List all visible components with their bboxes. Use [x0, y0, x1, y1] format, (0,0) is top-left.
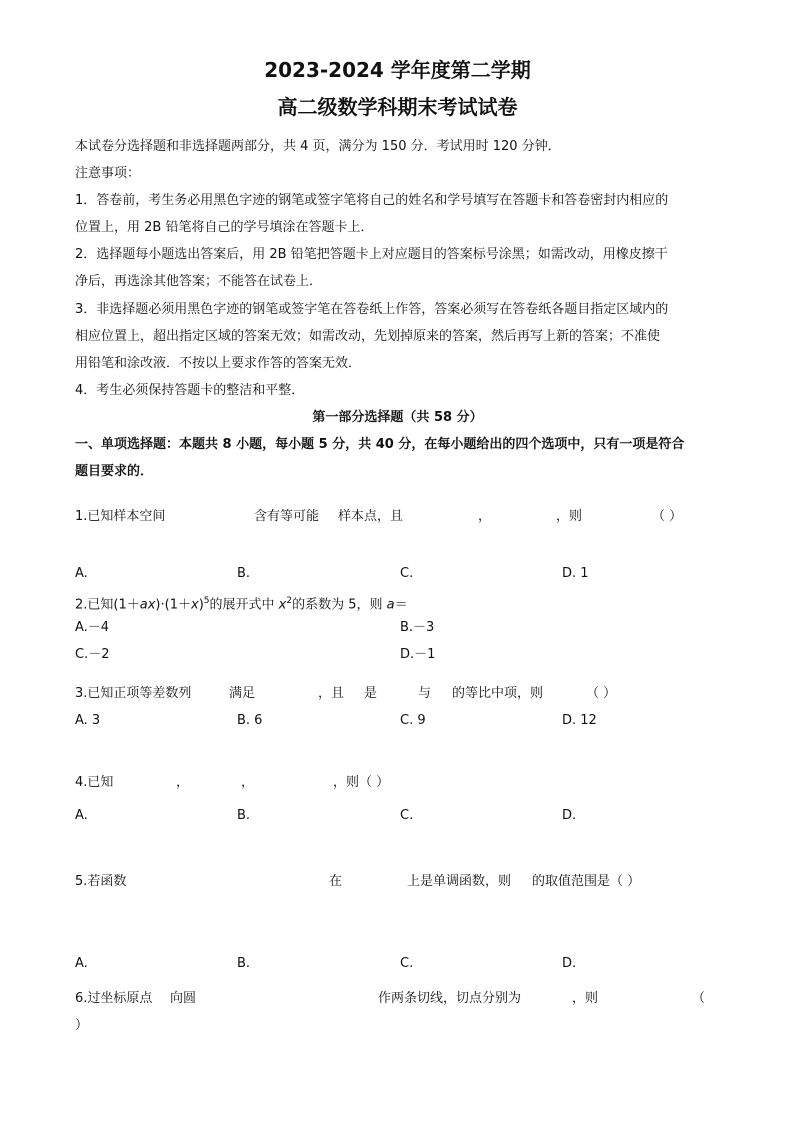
q5-stem-1: 5.若函数: [75, 874, 127, 889]
q6-stem-3: 作两条切线，切点分别为: [378, 991, 522, 1006]
exam-title-term: 2023-2024 学年度第二学期: [264, 58, 531, 82]
q1-option-a: A.: [75, 566, 88, 581]
q6-stem-4: ，则: [572, 991, 599, 1006]
q1-stem-5: ，则: [556, 509, 583, 524]
q4-stem-1: 4.已知: [75, 775, 114, 790]
q1-stem-2: 含有等可能: [254, 509, 320, 524]
q5-stem-2: 在: [329, 874, 343, 889]
part1-instructions-b: 题目要求的．: [75, 464, 154, 479]
q1-option-b: B.: [237, 566, 251, 581]
q4-option-d: D.: [562, 808, 577, 823]
note-3a: 3．非选择题必须用黑色字迹的钢笔或签字笔在答卷纸上作答，答案必须写在答卷纸各题目指定区域内的: [75, 302, 669, 317]
q1-stem-3: 样本点，且: [338, 509, 404, 524]
q3-answer-paren: （ ）: [586, 686, 617, 701]
intro-line: 本试卷分选择题和非选择题两部分，共 4 页，满分为 150 分．考试用时 120 分钟．: [75, 139, 561, 154]
q6-paren-close: ）: [75, 1018, 89, 1033]
q4-option-a: A.: [75, 808, 88, 823]
q6-stem-2: 向圆: [170, 991, 197, 1006]
note-2a: 2．选择题每小题选出答案后，用 2B 铅笔把答题卡上对应题目的答案标号涂黑；如需改动，用橡皮擦干: [75, 247, 668, 262]
note-3c: 用铅笔和涂改液．不按以上要求作答的答案无效．: [75, 356, 362, 371]
q2-option-a: A.－4: [75, 620, 110, 635]
q2-option-d: D.－1: [400, 647, 436, 662]
q3-option-a: A. 3: [75, 713, 101, 728]
notes-heading: 注意事项：: [75, 166, 141, 181]
q4-option-b: B.: [237, 808, 251, 823]
q4-stem-3: ，: [241, 775, 255, 790]
q2-option-c: C.－2: [75, 647, 110, 662]
q5-option-d: D.: [562, 956, 577, 971]
q1-stem-4: ，: [478, 509, 492, 524]
q3-stem-6: 的等比中项，则: [452, 686, 544, 701]
q1-answer-paren: （ ）: [652, 509, 683, 524]
part1-heading: 第一部分选择题（共 58 分）: [312, 410, 483, 425]
q5-stem-4: 的取值范围是（ ）: [532, 874, 641, 889]
exam-title-subject: 高二级数学科期末考试试卷: [277, 95, 518, 119]
q4-stem-4: ，则（ ）: [333, 775, 390, 790]
q3-stem-3: ，且: [318, 686, 345, 701]
q1-stem-1: 1.已知样本空间: [75, 509, 166, 524]
q3-stem-5: 与: [418, 686, 432, 701]
q6-paren-open: （: [692, 991, 706, 1006]
q3-option-b: B. 6: [237, 713, 263, 728]
note-1a: 1．答卷前，考生务必用黑色字迹的钢笔或签字笔将自己的姓名和学号填写在答题卡和答卷密封内相应的: [75, 193, 669, 208]
q1-option-d: D. 1: [562, 566, 589, 581]
q5-stem-3: 上是单调函数，则: [407, 874, 512, 889]
note-1b: 位置上，用 2B 铅笔将自己的学号填涂在答题卡上．: [75, 220, 374, 235]
q6-stem-1: 6.过坐标原点: [75, 991, 153, 1006]
q3-option-d: D. 12: [562, 713, 597, 728]
note-4: 4．考生必须保持答题卡的整洁和平整．: [75, 383, 305, 398]
q3-stem-1: 3.已知正项等差数列: [75, 686, 192, 701]
q1-option-c: C.: [400, 566, 414, 581]
q4-option-c: C.: [400, 808, 414, 823]
q4-stem-2: ，: [176, 775, 190, 790]
q2-option-b: B.－3: [400, 620, 435, 635]
q5-option-c: C.: [400, 956, 414, 971]
note-3b: 相应位置上，超出指定区域的答案无效；如需改动，先划掉原来的答案，然后再写上新的答案；不准使: [75, 329, 661, 344]
q5-option-a: A.: [75, 956, 88, 971]
q3-stem-2: 满足: [229, 686, 256, 701]
part1-instructions-a: 一、单项选择题：本题共 8 小题，每小题 5 分，共 40 分，在每小题给出的四个选项中，只有一项是符合: [75, 437, 685, 452]
q3-stem-4: 是: [364, 686, 378, 701]
q2-stem: 2.已知$(1+ax)\cdot(1+x)^5$的展开式中 $x^2$的系数为 5，则 a＝: [75, 596, 408, 613]
note-2b: 净后，再选涂其他答案；不能答在试卷上．: [75, 274, 323, 289]
q5-option-b: B.: [237, 956, 251, 971]
q3-option-c: C. 9: [400, 713, 426, 728]
